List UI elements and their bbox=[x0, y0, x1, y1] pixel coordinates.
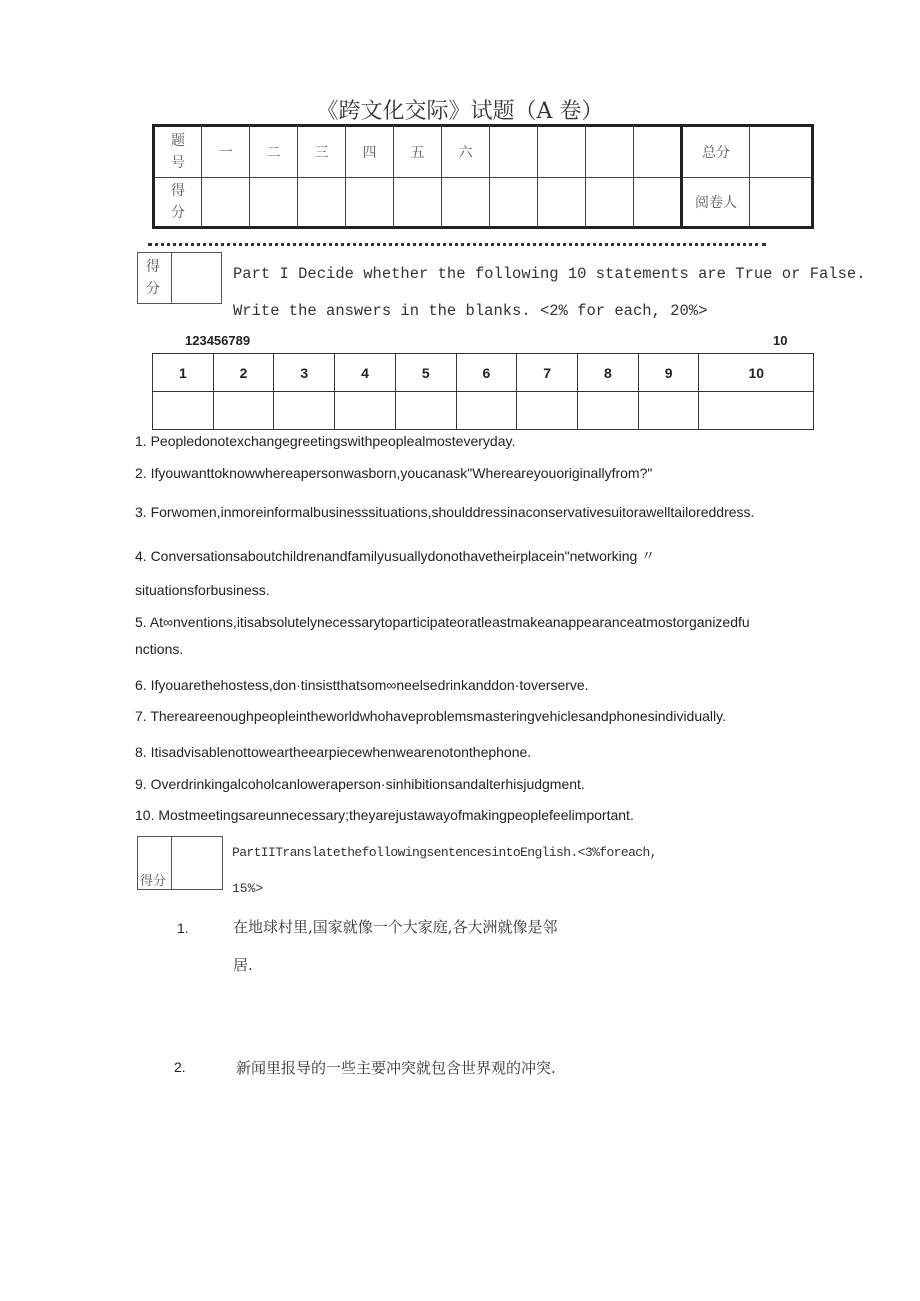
numbers-row-left: 123456789 bbox=[185, 333, 251, 348]
statement-line: nctions. bbox=[135, 641, 184, 657]
statement-line: situationsforbusiness. bbox=[135, 582, 270, 598]
score-cell[interactable] bbox=[250, 178, 298, 228]
section-4: 四 bbox=[346, 126, 394, 178]
answer-cell-9[interactable] bbox=[638, 392, 699, 430]
statement-line: 1. Peopledonotexchangegreetingswithpeoplealmosteveryday. bbox=[135, 433, 516, 449]
translation-2-number: 2. bbox=[174, 1059, 186, 1075]
exam-title: 《跨文化交际》试题（A 卷） bbox=[316, 99, 604, 124]
answer-table bbox=[152, 353, 814, 430]
translation-1-line2: 居. bbox=[233, 956, 253, 974]
answer-cell-10[interactable] bbox=[699, 392, 814, 430]
answer-header-4: 4 bbox=[335, 354, 396, 392]
answer-header-7: 7 bbox=[517, 354, 578, 392]
section-10 bbox=[634, 126, 682, 178]
statement-line: 4. Conversationsaboutchildrenandfamilyusuallydonothavetheirplacein"networking 〃 bbox=[135, 548, 656, 564]
statement-line: 10. Mostmeetingsareunnecessary;theyarejustawayofmakingpeoplefeelimportant. bbox=[135, 807, 634, 823]
statement-line: 6. Ifyouarethehostess,don·tinsistthatsom∞neelsedrinkanddon·toverserve. bbox=[135, 677, 589, 693]
answer-cell-4[interactable] bbox=[335, 392, 396, 430]
answer-cell-2[interactable] bbox=[213, 392, 274, 430]
row-label-question-no: 题 号 bbox=[154, 126, 202, 178]
score-cell[interactable] bbox=[634, 178, 682, 228]
statement-line: 2. Ifyouwanttoknowwhereapersonwasborn,youcanask"Whereareyouoriginallyfrom?" bbox=[135, 465, 653, 481]
answer-cell-1[interactable] bbox=[153, 392, 214, 430]
answer-header-10: 10 bbox=[699, 354, 814, 392]
section-1: 一 bbox=[202, 126, 250, 178]
part1-score-label: 得 分 bbox=[146, 259, 160, 297]
answer-cell-8[interactable] bbox=[578, 392, 639, 430]
part2-score-box bbox=[137, 836, 223, 890]
score-cell[interactable] bbox=[490, 178, 538, 228]
score-cell[interactable] bbox=[442, 178, 490, 228]
answer-header-9: 9 bbox=[638, 354, 699, 392]
total-label: 总分 bbox=[682, 126, 750, 178]
part1-instruction-line1: Part I Decide whether the following 10 statements are True or False. bbox=[233, 265, 866, 283]
answer-cell-6[interactable] bbox=[456, 392, 517, 430]
total-score-cell[interactable] bbox=[750, 126, 813, 178]
section-2: 二 bbox=[250, 126, 298, 178]
section-5: 五 bbox=[394, 126, 442, 178]
part1-instruction-line2: Write the answers in the blanks. <2% for each, 20%> bbox=[233, 302, 708, 320]
answer-header-3: 3 bbox=[274, 354, 335, 392]
answer-cell-3[interactable] bbox=[274, 392, 335, 430]
numbers-row-right: 10 bbox=[773, 333, 788, 348]
score-cell[interactable] bbox=[346, 178, 394, 228]
section-6: 六 bbox=[442, 126, 490, 178]
section-9 bbox=[586, 126, 634, 178]
answer-cell-5[interactable] bbox=[395, 392, 456, 430]
part2-score-label: 得分 bbox=[140, 874, 167, 889]
score-cell[interactable] bbox=[298, 178, 346, 228]
answer-header-5: 5 bbox=[395, 354, 456, 392]
score-cell[interactable] bbox=[586, 178, 634, 228]
answer-header-1: 1 bbox=[153, 354, 214, 392]
row-label-score: 得 分 bbox=[154, 178, 202, 228]
grader-cell[interactable] bbox=[750, 178, 813, 228]
statement-line: 7. Thereareenoughpeopleintheworldwhohaveproblemsmasteringvehiclesandphonesindividually. bbox=[135, 708, 726, 724]
statement-line: 5. At∞nventions,itisabsolutelynecessarytoparticipateoratleastmakeanappearanceatmostorganizedfu bbox=[135, 614, 750, 630]
translation-2-line1: 新闻里报导的一些主要冲突就包含世界观的冲突. bbox=[236, 1059, 556, 1077]
score-cell[interactable] bbox=[538, 178, 586, 228]
score-table bbox=[152, 124, 814, 229]
statement-line: 8. Itisadvisablenottoweartheearpiecewhenwearenotonthephone. bbox=[135, 744, 532, 760]
score-cell[interactable] bbox=[394, 178, 442, 228]
translation-1-number: 1. bbox=[177, 920, 189, 936]
section-3: 三 bbox=[298, 126, 346, 178]
section-8 bbox=[538, 126, 586, 178]
part2-instruction-line1: PartIITranslatethefollowingsentencesintoEnglish.<3%foreach, bbox=[232, 845, 657, 860]
section-7 bbox=[490, 126, 538, 178]
score-cell[interactable] bbox=[202, 178, 250, 228]
answer-header-2: 2 bbox=[213, 354, 274, 392]
statement-line: 3. Forwomen,inmoreinformalbusinesssituations,shoulddressinaconservativesuitorawelltailoreddress. bbox=[135, 504, 755, 520]
dotted-separator bbox=[148, 243, 766, 246]
answer-header-6: 6 bbox=[456, 354, 517, 392]
grader-label: 阅卷人 bbox=[682, 178, 750, 228]
answer-header-8: 8 bbox=[578, 354, 639, 392]
answer-cell-7[interactable] bbox=[517, 392, 578, 430]
statement-line: 9. Overdrinkingalcoholcanloweraperson·sinhibitionsandalterhisjudgment. bbox=[135, 776, 585, 792]
part2-instruction-line2: 15%> bbox=[232, 881, 264, 896]
part1-score-box bbox=[137, 252, 222, 304]
translation-1-line1: 在地球村里,国家就像一个大家庭,各大洲就像是邻 bbox=[233, 918, 558, 936]
